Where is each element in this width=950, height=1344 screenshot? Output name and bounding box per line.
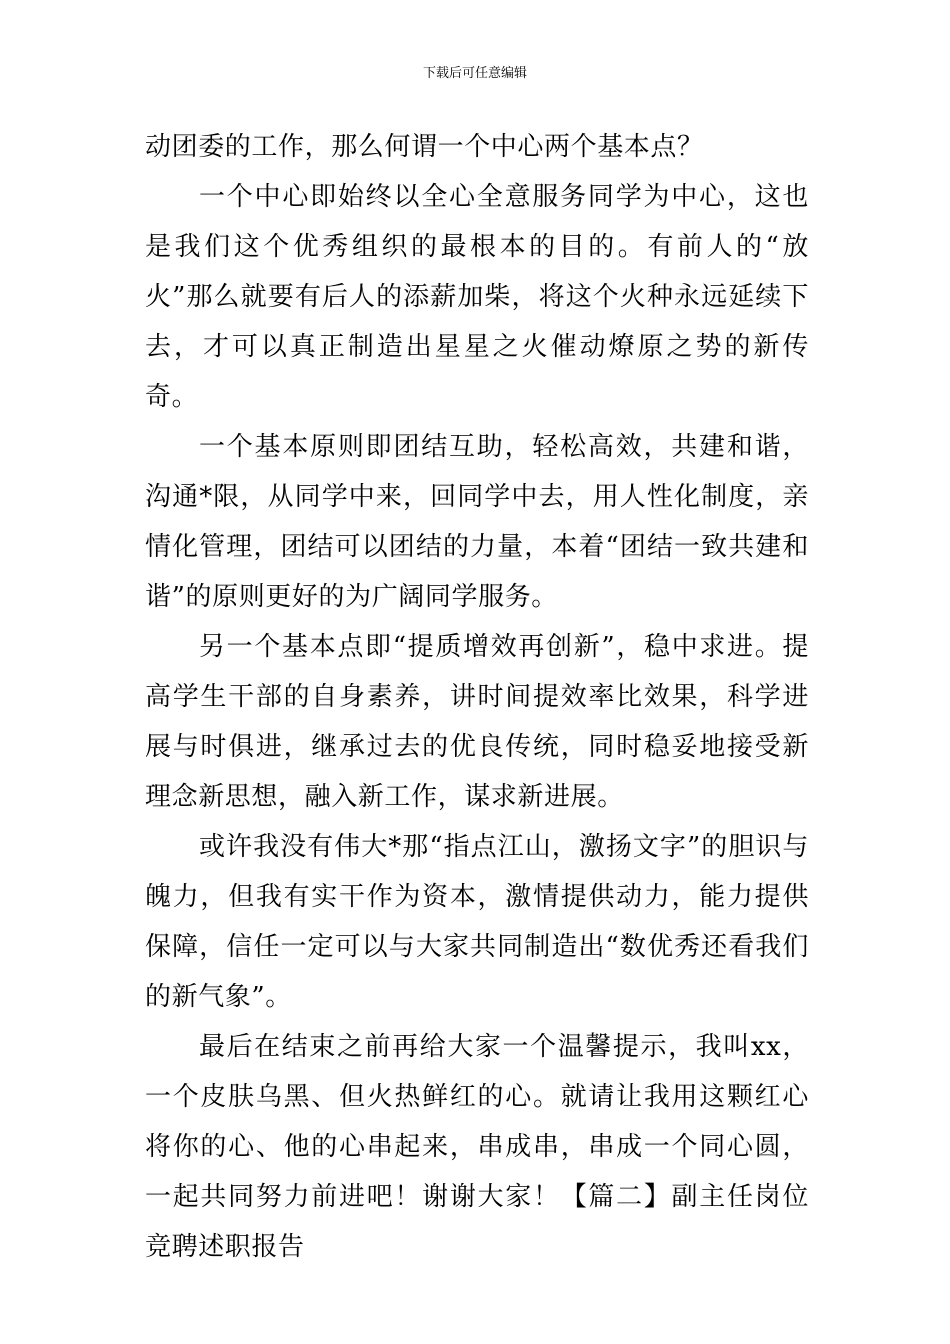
document-body [145, 122, 809, 1272]
paragraph-1: 动团委的工作，那么何谓一个中心两个基本点？ [145, 132, 704, 162]
paragraph-6: 最后在结束之前再给大家一个温馨提示，我叫xx，一个皮肤乌黑、但火热鲜红的心。就请让我用这颗红心将你的心、他的心串起来，串成串，串成一个同心圆，一起共同努力前进吧！谢谢大家！【篇二】副主任岗位竞聘述职报告 [145, 1032, 809, 1262]
page-header: 下载后可任意编辑 [422, 66, 527, 81]
paragraph-4: 另一个基本点即“提质增效再创新”，稳中求进。提高学生干部的自身素养，讲时间提效率比效果，科学进展与时俱进，继承过去的优良传统，同时稳妥地接受新理念新思想，融入新工作，谋求新进展。 [145, 632, 809, 812]
paragraph-2: 一个中心即始终以全心全意服务同学为中心，这也是我们这个优秀组织的最根本的目的。有前人的“放火”那么就要有后人的添薪加柴，将这个火种永远延续下去，才可以真正制造出星星之火催动燎原之势的新传奇。 [145, 182, 809, 412]
paragraph-3: 一个基本原则即团结互助，轻松高效，共建和谐，沟通*限，从同学中来，回同学中去，用人性化制度，亲情化管理，团结可以团结的力量，本着“团结一致共建和谐”的原则更好的为广阔同学服务。 [145, 432, 809, 612]
paragraph-5: 或许我没有伟大*那“指点江山，激扬文字”的胆识与魄力，但我有实干作为资本，激情提供动力，能力提供保障，信任一定可以与大家共同制造出“数优秀还看我们的新气象”。 [145, 832, 809, 1012]
